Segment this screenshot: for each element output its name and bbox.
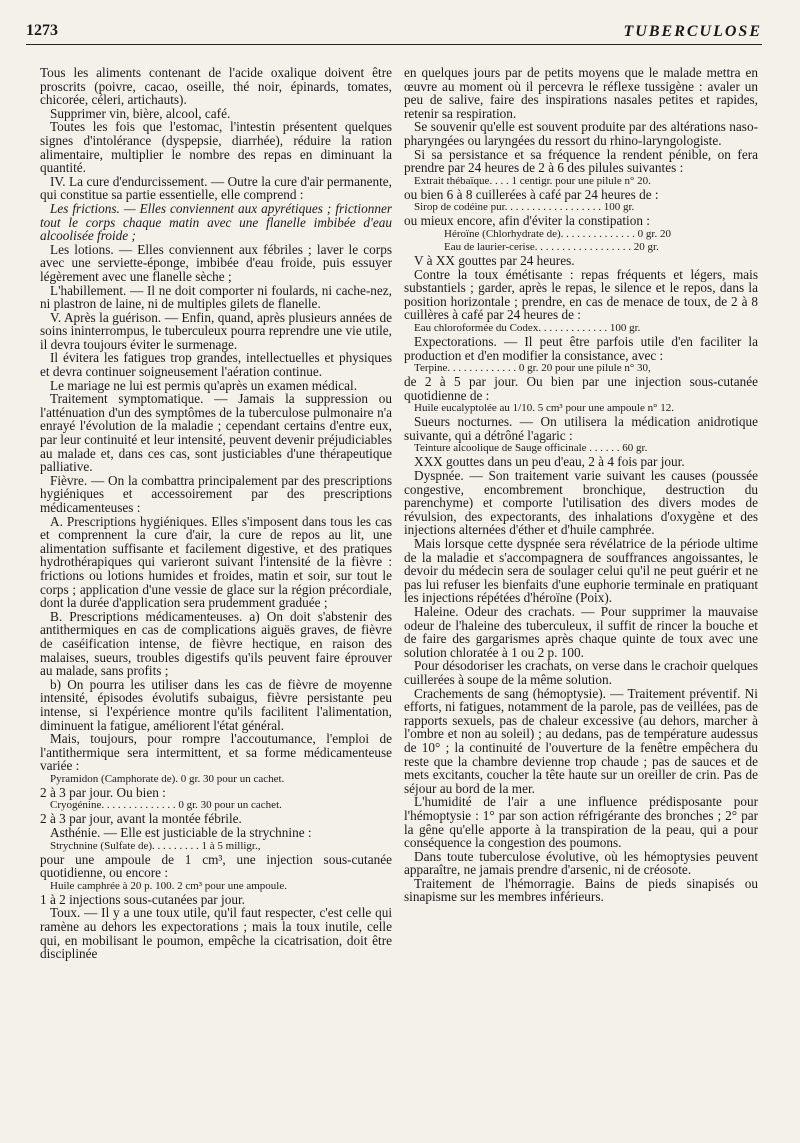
paragraph: Fièvre. — On la combattra principalement par des prescriptions hygiéniques et accessoirement par des prescriptions médicamenteuses : [40,472,392,515]
paragraph: Toux. — Il y a une toux utile, qu'il faut respecter, c'est celle qui ramène au dehors les expectorations ; mais la toux inutile, celle qui, en mobilisant le poumon, empêche la cicatrisation, doit être disciplinée [40,905,392,962]
prescription-line: Eau de laurier-cerise. . . . . . . . . . . . . . . . . . 20 gr. [444,240,659,253]
paragraph: L'humidité de l'air a une influence prédisposante pour l'hémoptysie : 1° par son action réfrigérante des bronches ; 2° par la gêne qu'elle apporte à la transpiration de la peau, qui a pour conséquence la congestion des poumons. [404,794,758,851]
paragraph: Traitement symptomatique. — Jamais la suppression ou l'atténuation d'un des symptômes de la tuberculose pulmonaire n'a enrayé l'évolution de la maladie ; cependant certains d'entre eux, par leur continuité et leur intensité, peuvent devenir préjudiciables au malade et, dans ces cas, sont justiciables d'une thérapeutique palliative. [40,391,392,475]
paragraph: Asthénie. — Elle est justiciable de la strychnine : [50,825,312,841]
paragraph: de 2 à 5 par jour. Ou bien par une injection sous-cutanée quotidienne de : [404,374,758,403]
paragraph: Pour désodoriser les crachats, on verse dans le crachoir quelques cuillerées à soupe de la même solution. [404,658,758,687]
paragraph: ou bien 6 à 8 cuillerées à café par 24 heures de : [404,186,659,202]
paragraph: Dans toute tuberculose évolutive, où les hémoptysies peuvent apparaître, ne jamais prendre d'arsenic, ni de créosote. [404,848,758,878]
prescription-line: Extrait thébaïque. . . . 1 centigr. pour une pilule n° 20. [414,174,651,187]
prescription-line: Huile eucalyptolée au 1/10. 5 cm³ pour une ampoule n° 12. [414,402,675,415]
paragraph: en quelques jours par de petits moyens que le malade mettra en œuvre au moment où il percevra le réflexe tussigène : avaler un peu de salive, faire des inspirations nasales petites et rapides, retenir sa respiration. [404,65,758,121]
running-title: TUBERCULOSE [623,23,762,40]
left-column [40,66,392,961]
paragraph: Le mariage ne lui est permis qu'après un examen médical. [50,377,358,393]
prescription-line: Cryogénine. . . . . . . . . . . . . . 0 gr. 30 pour un cachet. [50,799,282,812]
paragraph: Toutes les fois que l'estomac, l'intestin présentent quelques signes d'intolérance (dyspepsie, diarrhée), réduire la ration alimentaire, multiplier le nombre des repas en diminuant la quantité. [40,119,392,176]
paragraph: L'habillement. — Il ne doit comporter ni foulards, ni cache-nez, ni plastron de laine, ni de multiples gilets de flanelle. [40,282,392,312]
prescription-line: Héroïne (Chlorhydrate de). . . . . . . . . . . . . . 0 gr. 20 [444,227,671,240]
paragraph: V. Après la guérison. — Enfin, quand, après plusieurs années de soins ininterrompus, le tuberculeux pourra reprendre une vie utile, il devra toujours éviter le surmenage. [40,309,392,352]
paragraph: 2 à 3 par jour, avant la montée fébrile. [40,811,242,827]
prescription-line: Terpine. . . . . . . . . . . . . 0 gr. 20 pour une pilule n° 30, [414,362,651,375]
paragraph: B. Prescriptions médicamenteuses. a) On doit s'abstenir des antithermiques en cas de complications aiguës graves, de fièvre de caséification intense, de fièvre hectique, en raison des malaises, sueurs, troubles digestifs qu'ils peuvent faire éprouver au malade, sans profits ; [40,608,392,679]
prescription-line: Pyramidon (Camphorate de). 0 gr. 30 pour un cachet. [50,772,285,785]
paragraph: ou mieux encore, afin d'éviter la constipation : [404,213,650,229]
paragraph: Les frictions. — Elles conviennent aux apyrétiques ; frictionner tout le corps chaque matin avec une flanelle imbibée d'eau alcoolisée froide ; [40,200,392,244]
paragraph: Supprimer vin, bière, alcool, café. [50,105,231,121]
paragraph: b) On pourra les utiliser dans les cas de fièvre de moyenne intensité, épisodes évolutifs subaigus, fièvre persistante peu intense, si l'expérience montre qu'ils facilitent l'alimentation, diminuent la fatigue, améliorent l'état général. [40,676,392,733]
paragraph: Les lotions. — Elles conviennent aux fébriles ; laver le corps avec une serviette-éponge, imbibée d'eau froide, puis essuyer légèrement avec une flanelle sèche ; [40,241,392,284]
paragraph: Crachements de sang (hémoptysie). — Traitement préventif. Ni efforts, ni fatigues, notamment de la parole, pas de veillées, pas de rapports sexuels, pas de chaleur excessive (au dehors, marcher à l'ombre et non au soleil) ; au dedans, pas de température audessus de 10° ; la continuité de l'ouverture de la fenêtre empêchera du reste que la chambre devienne trop chaude ; pas de sauces et de mets excitants, coucher la tête haute sur un oreiller de crin. Pas de séjour au bord de la mer. [404,685,758,796]
prescription-line: Sirop de codéine pur. . . . . . . . . . . . . . . . . . 100 gr. [414,201,635,214]
paragraph: Si sa persistance et sa fréquence la rendent pénible, on fera prendre par 24 heures de 2 à 6 des pilules suivantes : [404,146,758,176]
prescription-line: Strychnine (Sulfate de). . . . . . . . . 1 à 5 milligr., [50,839,261,852]
paragraph: Se souvenir qu'elle est souvent produite par des altérations naso-pharyngées ou laryngées du ressort du rhino-laryngologiste. [404,119,758,148]
paragraph: A. Prescriptions hygiéniques. Elles s'imposent dans tous les cas et comprennent la cure d'air, la cure de repos au lit, une alimentation suffisante et facilement digestive, et des pratiques hydrothérapiques qui varieront suivant l'intensité de la fièvre : frictions ou lotions humides et froides, matin et soir, sur tout le corps ; application d'une vessie de glace sur la région précordiale, dont la durée d'application sera prudemment graduée ; [40,513,392,611]
paragraph: V à XX gouttes par 24 heures. [414,252,575,268]
running-header [26,22,762,44]
paragraph: Contre la toux émétisante : repas fréquents et légers, mais substantiels ; garder, après le repas, le silence et le repos, dans la position horizontale ; prendre, en cas de menace de toux, de 2 à 8 cuillères à café par 24 heures de : [404,266,758,323]
paragraph: Dyspnée. — Son traitement varie suivant les causes (poussée congestive, encombrement bronchique, destruction du parenchyme) et comporte l'utilisation des divers modes de révulsion, des expectorants, des inhalations d'oxygène et des injections alternées d'éther et d'huile camphrée. [404,468,758,538]
prescription-line: Teinture alcoolique de Sauge officinale . . . . . . 60 gr. [414,442,648,455]
right-column [404,66,758,904]
paragraph: Tous les aliments contenant de l'acide oxalique doivent être proscrits (poivre, cacao, oseille, thé noir, épinards, tomates, chicorée, céleri, artichauts). [40,65,392,108]
page-number: 1273 [26,22,58,39]
paragraph: pour une ampoule de 1 cm³, une injection sous-cutanée quotidienne, ou encore : [40,851,392,881]
paragraph: Haleine. Odeur des crachats. — Pour supprimer la mauvaise odeur de l'haleine des tuberculeux, il suffit de rincer la bouche et de faire des gargarismes après chaque quinte de toux avec une solution chloratée à 1 ou 2 p. 100. [404,604,758,660]
prescription-line: Eau chloroformée du Codex. . . . . . . . . . . . . 100 gr. [414,321,641,334]
paragraph: IV. La cure d'endurcissement. — Outre la cure d'air permanente, qui constitue sa partie essentielle, elle comprend : [40,173,392,203]
paragraph: Mais, toujours, pour rompre l'accoutumance, l'emploi de l'antithermique sera intermittent, et sa forme médicamenteuse variée : [40,731,392,774]
paragraph: 1 à 2 injections sous-cutanées par jour. [40,891,245,907]
prescription-line: Huile camphrée à 20 p. 100. 2 cm³ pour une ampoule. [50,879,287,892]
paragraph: Mais lorsque cette dyspnée sera révélatrice de la période ultime de la maladie et s'accompagnera de souffrances angoissantes, le devoir du médecin sera de soulager celui qu'il ne peut guérir et ne pas lui refuser les bienfaits d'une euphorie terminale en pratiquant les injections répétées d'héroïne (Poix). [404,536,758,606]
paragraph: Traitement de l'hémorragie. Bains de pieds sinapisés ou sinapisme sur les membres inférieurs. [404,875,758,905]
paragraph: Expectorations. — Il peut être parfois utile d'en faciliter la production et d'en modifier la consistance, avec : [404,333,758,363]
header-rule [26,44,762,45]
paragraph: XXX gouttes dans un peu d'eau, 2 à 4 fois par jour. [414,454,685,470]
paragraph: Sueurs nocturnes. — On utilisera la médication anidrotique suivante, qui a détrôné l'agaric : [404,414,758,443]
paragraph: Il évitera les fatigues trop grandes, intellectuelles et physiques et devra continuer soigneusement l'aération continue. [40,350,392,380]
paragraph: 2 à 3 par jour. Ou bien : [40,784,166,800]
